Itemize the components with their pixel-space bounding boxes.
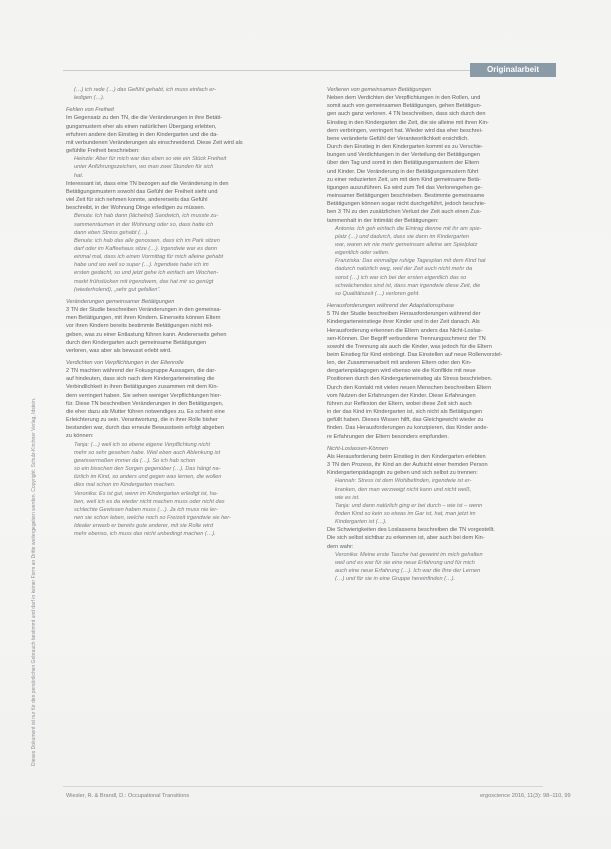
body-line: über den Tag und somit in den Betätigungsmustern der Eltern	[327, 160, 480, 167]
quote-line: dann eben Stress gehabt (…).	[74, 229, 149, 236]
quote-line: mehr so sehr gesehen habe. Weil eben auch Ablenkung ist	[74, 449, 221, 456]
body-line: zu können:	[66, 433, 94, 440]
body-line: bene veränderte Gefühl der Verantwortlichkeit ersichtlich.	[327, 135, 469, 142]
quote-line: unter Anführungszeichen, wo man zwei Stunden für sich	[74, 164, 214, 171]
quote-line: dadurch natürlich weg, weil der Zeit auch nicht mehr da	[335, 266, 473, 273]
body-line: geben, was zu einer Entlastung führen kann. Andererseits gehen	[66, 331, 227, 338]
quote-line: einmal mal, dass ich einen Vormittag für mich alleine gehabt	[74, 254, 224, 261]
body-line: erfuhren andere den Einstieg in den Kindergarten und die da-	[66, 131, 219, 138]
body-line: finden. Das Herausforderungen zu konzipieren, das Kinder ande-	[327, 425, 489, 432]
body-line: men Betätigungen, mit ihren Kindern. Einerseits können Eltern	[66, 315, 221, 322]
body-line: gefühlte Freiheit beschrieben:	[66, 148, 140, 155]
body-line: 5 TN der Studie beschreiben Herausforderungen während der	[327, 311, 481, 318]
quote-line: schlechte Gewissen haben muss (…). Ja ich muss nie ler-	[74, 506, 218, 513]
quote-line: Tanja: (…) weil ich so ebene eigene Verpflichtung nicht	[74, 441, 211, 448]
section-heading: Fehlen von Freiheit	[66, 107, 114, 114]
body-line: Einstieg in den Kindergarten die Zeit, die sie alleine mit ihren Kin-	[327, 119, 489, 126]
body-line: auf hindeuten, dass sich nach dem Kindergarteneinstieg die	[66, 376, 215, 383]
quote-line: so Qualitätszeit (…) verloren geht.	[335, 290, 420, 297]
body-line: und Kinder. Die Veränderung in der Betätigungsmustern führt	[327, 168, 479, 175]
quote-line: weil und es war für sie eine neue Erfahrung und für mich	[335, 559, 475, 566]
footer-citation: Wiesler, R. & Brandl, D.: Occupational Transitions	[66, 793, 190, 799]
body-line: bungen und Verdichtungen in der Verteilung der Betätigungen	[327, 152, 481, 159]
body-line: gefüllt haben. Dieses Wissen hilft, das Gleichgewicht wieder zu	[327, 417, 484, 424]
body-line: dern verringert haben. Sie sehen weniger Verpflichtungen hier-	[66, 392, 222, 399]
quote-line: türlich im Kind, so anders und gegen was lernen, die wollen	[74, 474, 222, 481]
quote-line: eigentlich oder selten.	[335, 250, 390, 257]
body-line: für. Diese TN beschreiben Veränderungen in den Betätigungen,	[66, 400, 224, 407]
body-line: 2 TN machten während der Fokusgruppe Aussagen, die dar-	[66, 368, 217, 375]
quote-line: habe und wo weil so super (…). Irgendwie habe ich im	[74, 262, 209, 269]
quote-line: Kindergarten ist (…).	[335, 519, 387, 526]
quote-line: ledigen (…).	[74, 95, 105, 102]
quote-line: Franziska: Das einmalige ruhige Tagesplan mit dem Kind hat	[335, 258, 486, 265]
quote-line: Benuta: Ich hab dann (lächelnd) Sandwich, ich musste zu-	[74, 213, 219, 220]
body-line: Die Schwierigkeiten des Loslassens beschreiben die TN vorgestellt.	[327, 527, 495, 534]
body-line: zu einer reduzierten Zeit, um mit dem Kind gemeinsame Betä-	[327, 176, 481, 183]
quote-line: darf oder im Kaffeehaus sitze (…). Irgendwie war es dann	[74, 245, 218, 252]
quote-line: war, waren wir nie mehr gemeinsam alleine am Spielplatz	[335, 241, 478, 248]
quote-line: markt frühstücken mit irgendwem, das hat mir so genügt	[74, 278, 214, 285]
body-line: sen-Können. Der Begriff verbundene Trennungsschmerz der TN	[327, 335, 486, 342]
body-line: gen auch ganz verloren. 4 TN beschreiben, dass sich durch den	[327, 111, 486, 118]
section-heading: Verdichten von Verpflichtungen in der Eltenrolle	[66, 360, 184, 366]
body-line: re Erfahrungen der Eltern besonders empfunden.	[327, 433, 449, 440]
quote-line: sammenräumen in der Wohnung oder so, dass hatte ich	[74, 221, 214, 228]
body-line: vor ihren Kindern bereits bestimmte Betätigungen nicht mit-	[66, 323, 214, 330]
body-line: durch den Kindergarten auch gemeinsame Betätigungen	[66, 339, 207, 346]
body-line: Positionen durch den Kindergarteneinstieg als Stress beschrieben.	[327, 376, 493, 383]
section-tab: Originalarbeit	[470, 63, 556, 77]
quote-line: nen sie schon leben, welche noch so Freizeit irgendwie sie her-	[74, 514, 231, 521]
body-line: meinsamer Betätigungen beschrieben. Bestimmte gemeinsame	[327, 193, 485, 200]
body-line: führen zur Reflexion der Eltern, wobei diese Zeit sich auch	[327, 400, 472, 407]
section-heading: Herausforderungen während der Adaptationsphase	[327, 303, 454, 310]
quote-line: finden Kind so kein so etwas im Gar ist, hat, man jetzt im	[335, 510, 476, 517]
quote-line: sonst (…) ich war ich bei der ersten eigentlich das so	[335, 274, 467, 281]
body-line: verloren, was aber als bewusst erlebt wird.	[66, 347, 172, 354]
body-line: Durch den Kontakt mit vielen neuen Menschen beschreiben Eltern	[327, 384, 492, 391]
body-line: Betätigungen können sogar nicht durchgeführt, jedoch beschrie-	[327, 201, 486, 208]
quote-line: ersten gedacht, so und jetzt gehe ich einfach am Wochen-	[74, 270, 219, 277]
quote-line: schwächendes sind ist, dass man irgendwie diese Zeit, die	[335, 282, 481, 289]
quote-line: Idealer erwarb er bereits gute anderer, mit sie Rolle wird	[74, 523, 213, 530]
quote-line: (…) und für sie in eine Gruppe hereinfinden (…).	[335, 576, 456, 583]
quote-line: Antonia: Ich geh einfach die Eintrag dienne mit ihr am spie-	[335, 225, 482, 232]
body-line: Kindergarteneinstiege ihrer Kinder und in der Zeit danach. Als	[327, 319, 480, 326]
body-line: mit verbundenen Veränderungen als einschneidend. Diese Zeit wird als	[66, 139, 243, 146]
section-heading: Veränderungen gemeinsamer Betätigungen	[66, 298, 175, 305]
body-line: in der das Kind im Kindergarten ist, sich nicht als Betätigungen	[327, 409, 483, 416]
quote-line: hat.	[74, 172, 84, 179]
body-line: dern wahr:	[327, 543, 354, 550]
body-line: die eher dazu als Mutter führen notwendiges zu. Es scheint eine	[66, 408, 225, 415]
quote-line: (…) ich rede (…) das Gefühl gehabt, ich muss einfach er-	[74, 87, 216, 93]
sidebar-copyright-text: Dieses Dokument ist nur für den persönlichen Gebrauch bestimmt und darf in keiner Form an Dritte weitergegeben werden. Copyright: Schulz-Kirchner Verlag, Idstein.	[31, 397, 37, 766]
body-line: dergartenpädagogen wird ebenso wie die Konflikte mit neue	[327, 368, 476, 375]
quote-line: Veronika: Meine erste Tasche hat geweint im mich gehalten	[335, 551, 483, 558]
body-line: dern verbringen, verringert hat. Wieder wird das eher beschrei-	[327, 127, 483, 134]
body-line: beim Einstieg für Kind einbringt. Das Einstellen auf neue Rollenvorstel-	[327, 352, 503, 358]
body-line: tigungen auszuführen. Es wird zum Teil das Verlorengehen ge-	[327, 184, 483, 191]
quote-line: gewissermaßen immer da (…). So ich hab schon	[74, 457, 196, 464]
body-line: Kindergartenpädagogin zu geben und sich selbst zu trennen:	[327, 470, 478, 477]
body-line: Durch den Einstieg in den Kindergarten kommt es zu Verschie-	[327, 144, 483, 151]
body-line: 3 TN den Prozess, ihr Kind an der Aufsicht einer fremden Person	[327, 462, 488, 469]
body-line: beschreibt, in der Wohnung Dinge erledigen zu müssen.	[66, 205, 206, 212]
quote-line: Hannah: Stress ist dem Wohlbefinden, irgendwie ist er-	[335, 478, 472, 485]
quote-line: Benuta: ich hab das alle genossen, dass ich im Park sitzen	[74, 237, 220, 244]
quote-line: platz (…) und dadurch, dass sie dann im Kindergarten	[335, 233, 470, 240]
quote-line: dies mal schon im Kindergarten machen.	[74, 482, 176, 489]
quote-line: Tanja: und dann natürlich ging er bei durch – wie ist – wenn	[335, 502, 483, 509]
right-column	[327, 86, 553, 583]
body-line: Verbindlichkeit in ihren Betätigungen zusammen mit dem Kin-	[66, 384, 219, 391]
footer-journal: ergoscience 2016, 11(3): 98–110, 99	[480, 793, 571, 799]
quote-line: wie es ist.	[335, 494, 360, 501]
body-line: sowohl die Trennung als auch die Kinder, was jedoch für die Eltern	[327, 343, 492, 350]
left-column	[66, 86, 292, 538]
quote-line: kranken, den man verzweigt nicht kann und nicht weiß,	[335, 486, 472, 493]
body-line: 3 TN der Studie beschreiben Veränderungen in den gemeinsa-	[66, 307, 222, 314]
quote-line: (wiederholend), „sehr gut gefallen“.	[74, 286, 161, 293]
body-line: ben 3 TN zu den zusätzlichen Verlust der Zeit auch einen Zus-	[327, 209, 482, 216]
body-line: bestanden war, durch das erneute Bewusstsein erfolgt abgeben	[66, 425, 224, 432]
body-line: Herausforderung erkennen die Eltern anders das Nicht-Loslas-	[327, 327, 483, 334]
body-line: Als Herausforderung beim Einstieg in den Kindergarten erlebten	[327, 453, 486, 460]
quote-line: Veronika: Es ist gut, wenn im Kindergarten erledigt ist, ha-	[74, 490, 218, 497]
body-line: Interessant ist, dass eine TN bezogen auf die Veränderung in den	[66, 180, 229, 187]
quote-line: auch eine neue Erfahrung (…). Ich war die Ihre der Lernen	[335, 568, 481, 575]
footer-rule	[63, 786, 543, 787]
body-line: len, der Zusammenarbeit mit anderen Eltern oder den Kin-	[327, 360, 472, 367]
body-line: Im Gegensatz zu den TN, die die Veränderungen in ihre Betäti-	[66, 115, 222, 122]
quote-line: ben, weil ich es da wieder nicht machen muss oder nicht das	[74, 498, 225, 505]
body-line: Neben dem Verdichten der Verpflichtungen in den Rollen, und	[327, 95, 481, 102]
section-heading: Verlieren von gemeinsamen Betätigungen	[327, 87, 431, 93]
body-line: viel Zeit für sich nehmen konnte, andererseits das Gefühl	[66, 197, 208, 204]
quote-line: mehr ebenso, ich muss das nicht unbedingt machen (…).	[74, 531, 216, 538]
quote-line: so ein bisschen den Sorgen gegenüber (…). Das hängt na-	[74, 466, 221, 473]
body-line: gungsmustern eher als einen natürlichen Übergang erlebten,	[66, 123, 217, 130]
body-line: Die sich selbst sichtbar zu erkennen ist, aber auch bei dem Kin-	[327, 535, 485, 542]
body-line: somit auch von gemeinsamen Betätigungen, gehen Betätigun-	[327, 103, 482, 110]
quote-line: Heinzle: Aber für mich war das eben so wie ein Stück Freiheit	[74, 156, 227, 163]
body-line: tammenhalt in der Intimität der Betätigungen:	[327, 217, 439, 224]
section-heading: Nicht-Loslassen-Können	[327, 445, 388, 452]
body-line: Erleichterung zu sein. Verantwortung, die in ihrer Rolle bisher	[66, 417, 218, 424]
body-line: vom Nutzen der Erfahrungen der Kinder. Diese Erfahrungen	[327, 392, 476, 399]
body-line: Betätigungsmustern sowohl das Gefühl der Freiheit sieht und	[66, 188, 218, 195]
